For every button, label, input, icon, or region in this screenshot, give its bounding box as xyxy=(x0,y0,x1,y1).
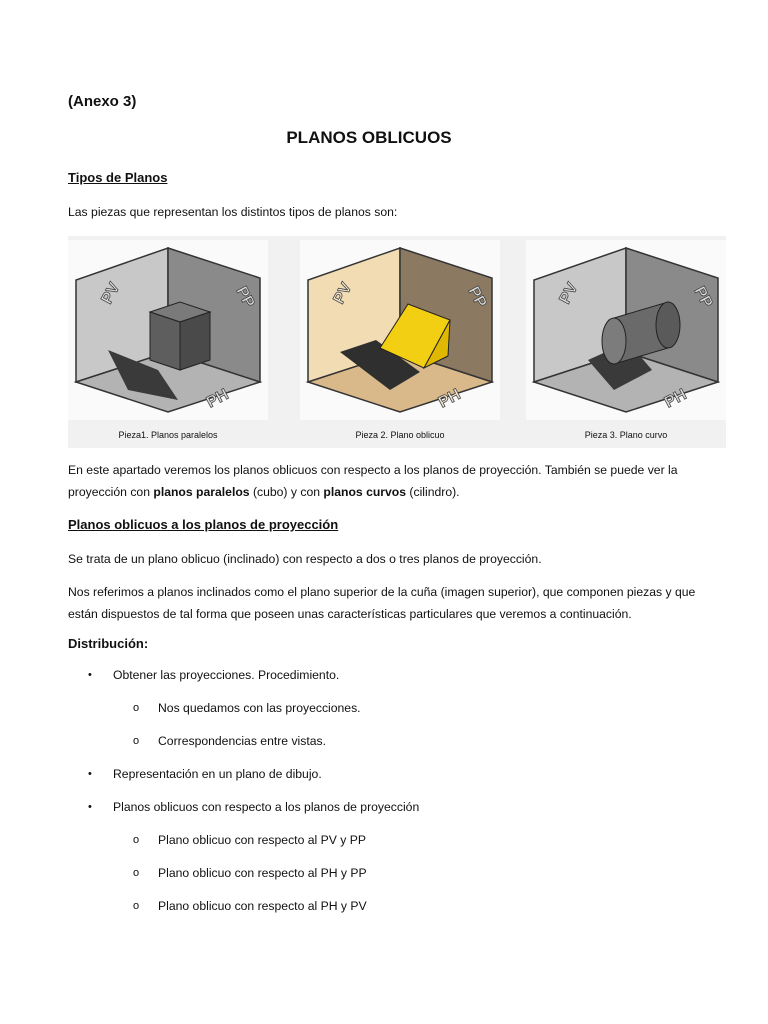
para-bold-curved: planos curvos xyxy=(323,485,407,499)
figure-caption-1: Pieza1. Planos paralelos xyxy=(118,430,218,440)
projection-paragraph xyxy=(68,459,718,503)
list-item-text: Plano oblicuo con respecto al PH y PP xyxy=(158,866,367,880)
list-item xyxy=(133,833,366,847)
bullet-circle: o xyxy=(133,834,140,846)
list-item xyxy=(88,668,339,682)
fig2-label-pv: PV xyxy=(330,280,356,307)
fig3-label-pv: PV xyxy=(556,280,582,307)
list-item-text: Nos quedamos con las proyecciones. xyxy=(158,701,361,715)
cylinder-illustration xyxy=(526,240,726,420)
list-item xyxy=(133,899,367,913)
bullet-circle: o xyxy=(133,702,140,714)
intro-paragraph: Las piezas que representan los distintos tipos de planos son: xyxy=(68,205,398,219)
figure-piece-3 xyxy=(526,240,726,420)
list-item-text: Plano oblicuo con respecto al PV y PP xyxy=(158,833,366,847)
oblique-definition: Se trata de un plano oblicuo (inclinado) con respecto a dos o tres planos de proyección. xyxy=(68,552,542,566)
oblique-description: Nos referimos a planos inclinados como el plano superior de la cuña (imagen superior), que componen piezas y que están dispuestos de tal forma que poseen unas características particulares que veremos a continuación. xyxy=(68,585,696,621)
wedge-illustration xyxy=(300,240,500,420)
list-item xyxy=(133,734,326,748)
distribution-heading: Distribución: xyxy=(68,636,149,651)
list-item-text: Plano oblicuo con respecto al PH y PV xyxy=(158,899,367,913)
figure-piece-2 xyxy=(300,240,500,420)
figure-caption-3: Pieza 3. Plano curvo xyxy=(584,430,668,440)
bullet-circle: o xyxy=(133,735,140,747)
fig2-label-ph: PH xyxy=(435,386,464,412)
bullet-circle: o xyxy=(133,867,140,879)
bullet-dot: • xyxy=(88,801,92,813)
section-heading-tipos: Tipos de Planos xyxy=(68,170,168,185)
list-item-text: Correspondencias entre vistas. xyxy=(158,734,327,748)
para-text-2: (cubo) y con xyxy=(249,485,324,499)
section-heading-oblicuos: Planos oblicuos a los planos de proyección xyxy=(68,517,339,532)
fig2-label-pp: PP xyxy=(464,283,490,311)
para-text-3: (cilindro). xyxy=(406,485,460,499)
list-item xyxy=(133,701,361,715)
bullet-circle: o xyxy=(133,900,140,912)
fig3-label-ph: PH xyxy=(661,386,690,412)
fig1-label-ph: PH xyxy=(203,386,232,412)
list-item xyxy=(133,866,367,880)
cube-illustration xyxy=(68,240,268,420)
list-item-text: Representación en un plano de dibujo. xyxy=(113,767,322,781)
annex-label: (Anexo 3) xyxy=(68,93,137,110)
fig1-label-pv: PV xyxy=(98,280,124,307)
list-item-text: Obtener las proyecciones. Procedimiento. xyxy=(113,668,340,682)
page-title: PLANOS OBLICUOS xyxy=(286,128,452,147)
list-item-text: Planos oblicuos con respecto a los planos de proyección xyxy=(113,800,420,814)
list-item xyxy=(88,767,322,781)
para-bold-parallel: planos paralelos xyxy=(153,485,250,499)
figure-caption-2: Pieza 2. Plano oblicuo xyxy=(355,430,445,440)
figure-piece-1 xyxy=(68,240,268,420)
bullet-dot: • xyxy=(88,768,92,780)
figure-strip xyxy=(68,236,726,448)
bullet-dot: • xyxy=(88,669,92,681)
fig3-label-pp: PP xyxy=(690,283,716,311)
fig1-label-pp: PP xyxy=(232,283,258,311)
list-item xyxy=(88,800,419,814)
para-text-1: En este apartado veremos los planos oblicuos con respecto a los planos de proyección. También se puede ver la proyección con xyxy=(68,463,678,499)
